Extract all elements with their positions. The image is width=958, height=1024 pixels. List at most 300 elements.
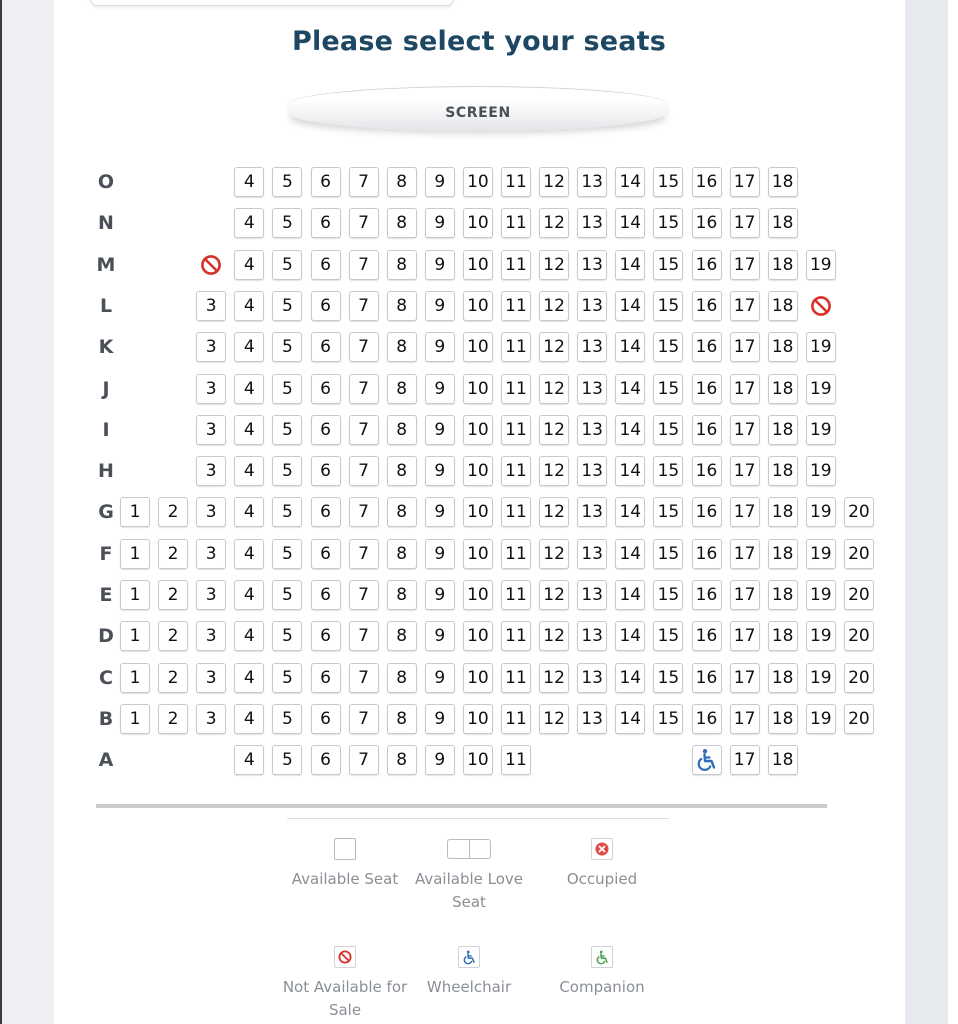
seat-h11[interactable]: 11 (501, 456, 531, 486)
not-available-icon (196, 250, 226, 280)
seat-c5[interactable]: 5 (272, 663, 302, 693)
seat-b16[interactable]: 16 (692, 704, 722, 734)
seat-d14[interactable]: 14 (615, 621, 645, 651)
seat-d5[interactable]: 5 (272, 621, 302, 651)
seat-k13[interactable]: 13 (577, 332, 607, 362)
seat-g2[interactable]: 2 (158, 497, 188, 527)
seat-e9[interactable]: 9 (425, 580, 455, 610)
seat-g7[interactable]: 7 (349, 497, 379, 527)
seat-a10[interactable]: 10 (463, 745, 493, 775)
seat-b4[interactable]: 4 (234, 704, 264, 734)
seat-h13[interactable]: 13 (577, 456, 607, 486)
seat-l11[interactable]: 11 (501, 291, 531, 321)
seat-d1[interactable]: 1 (120, 621, 150, 651)
seat-g4[interactable]: 4 (234, 497, 264, 527)
seat-i18[interactable]: 18 (768, 415, 798, 445)
seat-h4[interactable]: 4 (234, 456, 264, 486)
seat-n11[interactable]: 11 (501, 208, 531, 238)
seat-b11[interactable]: 11 (501, 704, 531, 734)
row-label-m: M (96, 253, 116, 276)
seat-j17[interactable]: 17 (730, 374, 760, 404)
seat-o12[interactable]: 12 (539, 167, 569, 197)
legend-item-available-seat (280, 836, 410, 891)
seat-k6[interactable]: 6 (311, 332, 341, 362)
seat-m11[interactable]: 11 (501, 250, 531, 280)
seat-f8[interactable]: 8 (387, 539, 417, 569)
seat-i3[interactable]: 3 (196, 415, 226, 445)
seat-c6[interactable]: 6 (311, 663, 341, 693)
seat-m14[interactable]: 14 (615, 250, 645, 280)
seat-n13[interactable]: 13 (577, 208, 607, 238)
seat-f1[interactable]: 1 (120, 539, 150, 569)
seat-c18[interactable]: 18 (768, 663, 798, 693)
seat-f5[interactable]: 5 (272, 539, 302, 569)
seat-l16[interactable]: 16 (692, 291, 722, 321)
seat-o9[interactable]: 9 (425, 167, 455, 197)
legend-item-wheelchair (404, 944, 534, 999)
not-available-icon (280, 944, 410, 970)
seat-f13[interactable]: 13 (577, 539, 607, 569)
seat-i4[interactable]: 4 (234, 415, 264, 445)
seat-d11[interactable]: 11 (501, 621, 531, 651)
seat-j8[interactable]: 8 (387, 374, 417, 404)
seat-a9[interactable]: 9 (425, 745, 455, 775)
seat-i9[interactable]: 9 (425, 415, 455, 445)
seat-k3[interactable]: 3 (196, 332, 226, 362)
seat-l12[interactable]: 12 (539, 291, 569, 321)
seat-i8[interactable]: 8 (387, 415, 417, 445)
seat-d10[interactable]: 10 (463, 621, 493, 651)
occupied-icon (537, 836, 667, 862)
seat-g13[interactable]: 13 (577, 497, 607, 527)
seat-c20[interactable]: 20 (844, 663, 874, 693)
seat-m15[interactable]: 15 (653, 250, 683, 280)
seat-o14[interactable]: 14 (615, 167, 645, 197)
seat-b19[interactable]: 19 (806, 704, 836, 734)
seat-j15[interactable]: 15 (653, 374, 683, 404)
seat-i6[interactable]: 6 (311, 415, 341, 445)
right-page-rail (905, 0, 948, 1024)
seat-b17[interactable]: 17 (730, 704, 760, 734)
seat-f19[interactable]: 19 (806, 539, 836, 569)
seat-h3[interactable]: 3 (196, 456, 226, 486)
row-label-e: E (99, 584, 113, 606)
seat-f6[interactable]: 6 (311, 539, 341, 569)
seat-l6[interactable]: 6 (311, 291, 341, 321)
legend-item-not-available (280, 944, 410, 1022)
seat-c12[interactable]: 12 (539, 663, 569, 693)
seat-m6[interactable]: 6 (311, 250, 341, 280)
seat-n17[interactable]: 17 (730, 208, 760, 238)
seat-k16[interactable]: 16 (692, 332, 722, 362)
seat-h7[interactable]: 7 (349, 456, 379, 486)
companion-icon (537, 944, 667, 970)
seat-i14[interactable]: 14 (615, 415, 645, 445)
seat-m13[interactable]: 13 (577, 250, 607, 280)
seat-o13[interactable]: 13 (577, 167, 607, 197)
seat-g3[interactable]: 3 (196, 497, 226, 527)
seat-e13[interactable]: 13 (577, 580, 607, 610)
seat-j3[interactable]: 3 (196, 374, 226, 404)
seat-k11[interactable]: 11 (501, 332, 531, 362)
seat-l17[interactable]: 17 (730, 291, 760, 321)
seat-a18[interactable]: 18 (768, 745, 798, 775)
legend-item-occupied (537, 836, 667, 891)
seat-f15[interactable]: 15 (653, 539, 683, 569)
seat-c9[interactable]: 9 (425, 663, 455, 693)
seat-e17[interactable]: 17 (730, 580, 760, 610)
legend-label: Companion (559, 978, 645, 996)
row-label-l: L (99, 294, 113, 317)
seat-e8[interactable]: 8 (387, 580, 417, 610)
seat-b14[interactable]: 14 (615, 704, 645, 734)
seat-m16[interactable]: 16 (692, 250, 722, 280)
seat-e3[interactable]: 3 (196, 580, 226, 610)
seat-d2[interactable]: 2 (158, 621, 188, 651)
seat-b3[interactable]: 3 (196, 704, 226, 734)
seat-n14[interactable]: 14 (615, 208, 645, 238)
row-label-n: N (98, 212, 114, 235)
seat-e16[interactable]: 16 (692, 580, 722, 610)
seat-h12[interactable]: 12 (539, 456, 569, 486)
seat-m17[interactable]: 17 (730, 250, 760, 280)
seat-a6[interactable]: 6 (311, 745, 341, 775)
seat-o16[interactable]: 16 (692, 167, 722, 197)
seat-f17[interactable]: 17 (730, 539, 760, 569)
seat-f11[interactable]: 11 (501, 539, 531, 569)
seat-a4[interactable]: 4 (234, 745, 264, 775)
seat-o10[interactable]: 10 (463, 167, 493, 197)
seat-f10[interactable]: 10 (463, 539, 493, 569)
row-label-h: H (98, 460, 114, 483)
seat-e15[interactable]: 15 (653, 580, 683, 610)
not-available-icon (806, 291, 836, 321)
seat-f2[interactable]: 2 (158, 539, 188, 569)
seat-j9[interactable]: 9 (425, 374, 455, 404)
seat-o7[interactable]: 7 (349, 167, 379, 197)
seat-j16[interactable]: 16 (692, 374, 722, 404)
seat-e1[interactable]: 1 (120, 580, 150, 610)
seat-i15[interactable]: 15 (653, 415, 683, 445)
seat-g1[interactable]: 1 (120, 497, 150, 527)
seat-b12[interactable]: 12 (539, 704, 569, 734)
wheelchair-icon[interactable] (692, 745, 722, 775)
seat-j14[interactable]: 14 (615, 374, 645, 404)
seat-f3[interactable]: 3 (196, 539, 226, 569)
seat-e12[interactable]: 12 (539, 580, 569, 610)
wheelchair-icon (404, 944, 534, 970)
legend-divider (287, 818, 669, 819)
seat-h10[interactable]: 10 (463, 456, 493, 486)
seat-i5[interactable]: 5 (272, 415, 302, 445)
seat-f20[interactable]: 20 (844, 539, 874, 569)
seat-i16[interactable]: 16 (692, 415, 722, 445)
seat-k10[interactable]: 10 (463, 332, 493, 362)
seat-e19[interactable]: 19 (806, 580, 836, 610)
seat-c7[interactable]: 7 (349, 663, 379, 693)
seat-h5[interactable]: 5 (272, 456, 302, 486)
seat-b1[interactable]: 1 (120, 704, 150, 734)
seat-i17[interactable]: 17 (730, 415, 760, 445)
seat-m7[interactable]: 7 (349, 250, 379, 280)
seat-c13[interactable]: 13 (577, 663, 607, 693)
seat-k14[interactable]: 14 (615, 332, 645, 362)
seat-m9[interactable]: 9 (425, 250, 455, 280)
seat-g5[interactable]: 5 (272, 497, 302, 527)
seat-m18[interactable]: 18 (768, 250, 798, 280)
seat-g11[interactable]: 11 (501, 497, 531, 527)
legend-label: Not Available for Sale (282, 978, 408, 1019)
seat-m12[interactable]: 12 (539, 250, 569, 280)
seat-j18[interactable]: 18 (768, 374, 798, 404)
seat-l5[interactable]: 5 (272, 291, 302, 321)
seat-c17[interactable]: 17 (730, 663, 760, 693)
seat-h14[interactable]: 14 (615, 456, 645, 486)
seat-d6[interactable]: 6 (311, 621, 341, 651)
seat-map-divider (96, 804, 827, 808)
seat-b7[interactable]: 7 (349, 704, 379, 734)
seat-d12[interactable]: 12 (539, 621, 569, 651)
seat-e14[interactable]: 14 (615, 580, 645, 610)
seat-a17[interactable]: 17 (730, 745, 760, 775)
seat-l7[interactable]: 7 (349, 291, 379, 321)
row-label-i: I (102, 418, 110, 441)
seat-b13[interactable]: 13 (577, 704, 607, 734)
seat-c15[interactable]: 15 (653, 663, 683, 693)
seat-h16[interactable]: 16 (692, 456, 722, 486)
seat-d19[interactable]: 19 (806, 621, 836, 651)
seat-g16[interactable]: 16 (692, 497, 722, 527)
seat-l8[interactable]: 8 (387, 291, 417, 321)
seat-a5[interactable]: 5 (272, 745, 302, 775)
page-title: Please select your seats (291, 26, 667, 57)
seat-g17[interactable]: 17 (730, 497, 760, 527)
seat-j13[interactable]: 13 (577, 374, 607, 404)
seat-f18[interactable]: 18 (768, 539, 798, 569)
legend-label: Wheelchair (426, 978, 512, 996)
seat-g6[interactable]: 6 (311, 497, 341, 527)
seat-h19[interactable]: 19 (806, 456, 836, 486)
seat-n6[interactable]: 6 (311, 208, 341, 238)
row-label-c: C (99, 666, 113, 689)
row-label-a: A (98, 749, 114, 772)
seat-m4[interactable]: 4 (234, 250, 264, 280)
seat-l3[interactable]: 3 (196, 291, 226, 321)
seat-j10[interactable]: 10 (463, 374, 493, 404)
seat-k9[interactable]: 9 (425, 332, 455, 362)
screen-label: SCREEN (445, 105, 511, 121)
seat-d8[interactable]: 8 (387, 621, 417, 651)
seat-a11[interactable]: 11 (501, 745, 531, 775)
row-label-o: O (97, 171, 115, 193)
legend-item-companion (537, 944, 667, 999)
seat-o5[interactable]: 5 (272, 167, 302, 197)
seat-b2[interactable]: 2 (158, 704, 188, 734)
seat-j7[interactable]: 7 (349, 374, 379, 404)
legend-label: Available Love Seat (414, 870, 524, 911)
love-seat-icon (404, 836, 534, 862)
seat-n4[interactable]: 4 (234, 208, 264, 238)
seat-k17[interactable]: 17 (730, 332, 760, 362)
seat-m19[interactable]: 19 (806, 250, 836, 280)
seat-f4[interactable]: 4 (234, 539, 264, 569)
seat-g19[interactable]: 19 (806, 497, 836, 527)
seat-n8[interactable]: 8 (387, 208, 417, 238)
legend-label: Occupied (566, 870, 638, 888)
seat-f9[interactable]: 9 (425, 539, 455, 569)
seat-b10[interactable]: 10 (463, 704, 493, 734)
seat-d4[interactable]: 4 (234, 621, 264, 651)
seat-k7[interactable]: 7 (349, 332, 379, 362)
seat-j5[interactable]: 5 (272, 374, 302, 404)
seat-l10[interactable]: 10 (463, 291, 493, 321)
seat-i10[interactable]: 10 (463, 415, 493, 445)
seat-e6[interactable]: 6 (311, 580, 341, 610)
seat-o18[interactable]: 18 (768, 167, 798, 197)
legend-item-love-seat (404, 836, 534, 914)
seat-b6[interactable]: 6 (311, 704, 341, 734)
seat-e18[interactable]: 18 (768, 580, 798, 610)
seat-m10[interactable]: 10 (463, 250, 493, 280)
seat-m8[interactable]: 8 (387, 250, 417, 280)
seat-i11[interactable]: 11 (501, 415, 531, 445)
seat-c1[interactable]: 1 (120, 663, 150, 693)
seat-c19[interactable]: 19 (806, 663, 836, 693)
legend-label: Available Seat (291, 870, 399, 888)
seat-g15[interactable]: 15 (653, 497, 683, 527)
seat-g18[interactable]: 18 (768, 497, 798, 527)
seat-n16[interactable]: 16 (692, 208, 722, 238)
seat-h8[interactable]: 8 (387, 456, 417, 486)
row-label-f: F (99, 542, 113, 565)
seat-c2[interactable]: 2 (158, 663, 188, 693)
seat-k5[interactable]: 5 (272, 332, 302, 362)
seat-g8[interactable]: 8 (387, 497, 417, 527)
seat-c16[interactable]: 16 (692, 663, 722, 693)
seat-f16[interactable]: 16 (692, 539, 722, 569)
seat-k15[interactable]: 15 (653, 332, 683, 362)
seat-e20[interactable]: 20 (844, 580, 874, 610)
seat-c10[interactable]: 10 (463, 663, 493, 693)
seat-c3[interactable]: 3 (196, 663, 226, 693)
seat-c11[interactable]: 11 (501, 663, 531, 693)
seat-l13[interactable]: 13 (577, 291, 607, 321)
seat-d16[interactable]: 16 (692, 621, 722, 651)
seat-n7[interactable]: 7 (349, 208, 379, 238)
available-seat-icon (280, 836, 410, 862)
seat-j11[interactable]: 11 (501, 374, 531, 404)
seat-f12[interactable]: 12 (539, 539, 569, 569)
seat-n18[interactable]: 18 (768, 208, 798, 238)
seat-i12[interactable]: 12 (539, 415, 569, 445)
row-label-d: D (98, 625, 114, 648)
seat-n5[interactable]: 5 (272, 208, 302, 238)
seat-l4[interactable]: 4 (234, 291, 264, 321)
seat-j12[interactable]: 12 (539, 374, 569, 404)
seat-i19[interactable]: 19 (806, 415, 836, 445)
seat-l14[interactable]: 14 (615, 291, 645, 321)
seat-k12[interactable]: 12 (539, 332, 569, 362)
seat-e4[interactable]: 4 (234, 580, 264, 610)
seat-h6[interactable]: 6 (311, 456, 341, 486)
seat-n12[interactable]: 12 (539, 208, 569, 238)
seat-k8[interactable]: 8 (387, 332, 417, 362)
seat-k4[interactable]: 4 (234, 332, 264, 362)
seat-b20[interactable]: 20 (844, 704, 874, 734)
seat-i7[interactable]: 7 (349, 415, 379, 445)
seat-g9[interactable]: 9 (425, 497, 455, 527)
seat-c14[interactable]: 14 (615, 663, 645, 693)
seat-g10[interactable]: 10 (463, 497, 493, 527)
seat-b18[interactable]: 18 (768, 704, 798, 734)
seat-e11[interactable]: 11 (501, 580, 531, 610)
row-label-b: B (98, 707, 114, 730)
seat-h15[interactable]: 15 (653, 456, 683, 486)
seat-d7[interactable]: 7 (349, 621, 379, 651)
seat-f14[interactable]: 14 (615, 539, 645, 569)
seat-o4[interactable]: 4 (234, 167, 264, 197)
seat-d13[interactable]: 13 (577, 621, 607, 651)
seat-b9[interactable]: 9 (425, 704, 455, 734)
seat-n15[interactable]: 15 (653, 208, 683, 238)
seat-d9[interactable]: 9 (425, 621, 455, 651)
seat-j19[interactable]: 19 (806, 374, 836, 404)
seat-d15[interactable]: 15 (653, 621, 683, 651)
seat-b5[interactable]: 5 (272, 704, 302, 734)
seat-l9[interactable]: 9 (425, 291, 455, 321)
seat-n10[interactable]: 10 (463, 208, 493, 238)
seat-o11[interactable]: 11 (501, 167, 531, 197)
seat-b8[interactable]: 8 (387, 704, 417, 734)
seat-e2[interactable]: 2 (158, 580, 188, 610)
seat-b15[interactable]: 15 (653, 704, 683, 734)
seat-o15[interactable]: 15 (653, 167, 683, 197)
seat-e10[interactable]: 10 (463, 580, 493, 610)
seat-g20[interactable]: 20 (844, 497, 874, 527)
seat-e5[interactable]: 5 (272, 580, 302, 610)
seat-e7[interactable]: 7 (349, 580, 379, 610)
seat-d17[interactable]: 17 (730, 621, 760, 651)
seat-o6[interactable]: 6 (311, 167, 341, 197)
seat-k18[interactable]: 18 (768, 332, 798, 362)
seat-i13[interactable]: 13 (577, 415, 607, 445)
seat-l18[interactable]: 18 (768, 291, 798, 321)
seat-m5[interactable]: 5 (272, 250, 302, 280)
seat-l15[interactable]: 15 (653, 291, 683, 321)
seat-h17[interactable]: 17 (730, 456, 760, 486)
seat-g14[interactable]: 14 (615, 497, 645, 527)
seat-j6[interactable]: 6 (311, 374, 341, 404)
seat-c4[interactable]: 4 (234, 663, 264, 693)
seat-d18[interactable]: 18 (768, 621, 798, 651)
seat-k19[interactable]: 19 (806, 332, 836, 362)
seat-h18[interactable]: 18 (768, 456, 798, 486)
seat-f7[interactable]: 7 (349, 539, 379, 569)
row-label-j: J (102, 377, 110, 400)
seat-j4[interactable]: 4 (234, 374, 264, 404)
seat-g12[interactable]: 12 (539, 497, 569, 527)
seat-c8[interactable]: 8 (387, 663, 417, 693)
seat-h9[interactable]: 9 (425, 456, 455, 486)
seat-a8[interactable]: 8 (387, 745, 417, 775)
seat-o8[interactable]: 8 (387, 167, 417, 197)
seat-a7[interactable]: 7 (349, 745, 379, 775)
row-label-g: G (98, 501, 114, 524)
seat-n9[interactable]: 9 (425, 208, 455, 238)
seat-d3[interactable]: 3 (196, 621, 226, 651)
seat-d20[interactable]: 20 (844, 621, 874, 651)
seat-o17[interactable]: 17 (730, 167, 760, 197)
